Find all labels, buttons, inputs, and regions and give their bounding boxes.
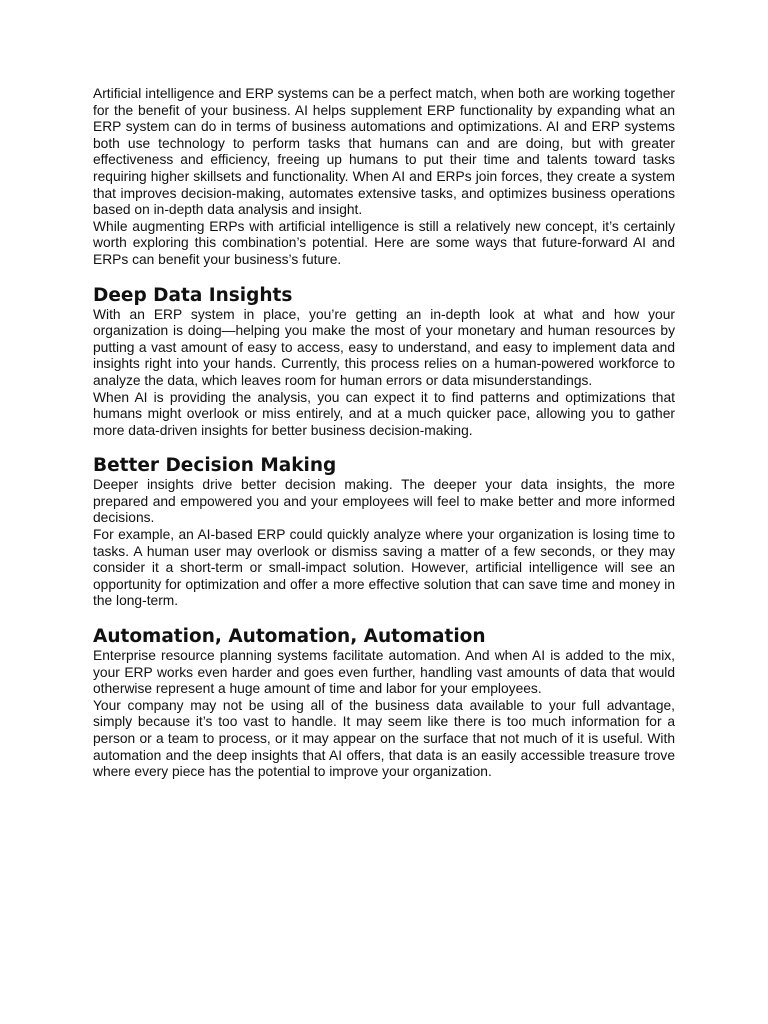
section-paragraph: Enterprise resource planning systems facilitate automation. And when AI is added to the mix, your ERP works even harder and goes even further, handling vast amounts of data that would otherwise represent a huge amount of time and labor for your employees. xyxy=(93,648,675,697)
section-automation xyxy=(93,626,675,781)
section-heading: Automation, Automation, Automation xyxy=(93,626,486,648)
section-heading: Better Decision Making xyxy=(93,455,337,477)
section-better-decision-making xyxy=(93,455,675,610)
section-paragraph: Deeper insights drive better decision making. The deeper your data insights, the more prepared and empowered you and your employees will feel to make better and more informed decisions. xyxy=(93,477,675,526)
intro-paragraph: While augmenting ERPs with artificial intelligence is still a relatively new concept, it’s certainly worth exploring this combination’s potential. Here are some ways that future-forward AI and ERPs can benefit your business’s future. xyxy=(93,218,675,267)
section-paragraph: With an ERP system in place, you’re getting an in-depth look at what and how your organization is doing—helping you make the most of your monetary and human resources by putting a vast amount of easy to access, easy to understand, and easy to implement data and insights right into your hands. Currently, this process relies on a human-powered workforce to analyze the data, which leaves room for human errors or data misunderstandings. xyxy=(93,306,675,388)
section-paragraph: For example, an AI-based ERP could quickly analyze where your organization is losing time to tasks. A human user may overlook or dismiss saving a matter of a few seconds, or they may consider it a short-term or small-impact solution. However, artificial intelligence will see an opportunity for optimization and offer a more effective solution that can save time and money in the long-term. xyxy=(93,527,675,609)
section-paragraph: When AI is providing the analysis, you can expect it to find patterns and optimizations that humans might overlook or miss entirely, and at a much quicker pace, allowing you to gather more data-driven insights for better business decision-making. xyxy=(93,389,675,438)
document-page xyxy=(93,86,675,781)
intro-paragraph: Artificial intelligence and ERP systems can be a perfect match, when both are working together for the benefit of your business. AI helps supplement ERP functionality by expanding what an ERP system can do in terms of business automations and optimizations. AI and ERP systems both use technology to perform tasks that humans can and are doing, but with greater effectiveness and efficiency, freeing up humans to put their time and talents toward tasks requiring higher skillsets and functionality. When AI and ERPs join forces, they create a system that improves decision-making, automates extensive tasks, and optimizes business operations based on in-depth data analysis and insight. xyxy=(93,86,675,218)
intro-section xyxy=(93,86,675,269)
section-heading: Deep Data Insights xyxy=(93,284,293,306)
section-deep-data-insights xyxy=(93,285,675,440)
section-paragraph: Your company may not be using all of the business data available to your full advantage, simply because it’s too vast to handle. It may seem like there is too much information for a person or a team to process, or it may appear on the surface that not much of it is useful. With automation and the deep insights that AI offers, that data is an easily accessible treasure trove where every piece has the potential to improve your organization. xyxy=(93,697,675,780)
